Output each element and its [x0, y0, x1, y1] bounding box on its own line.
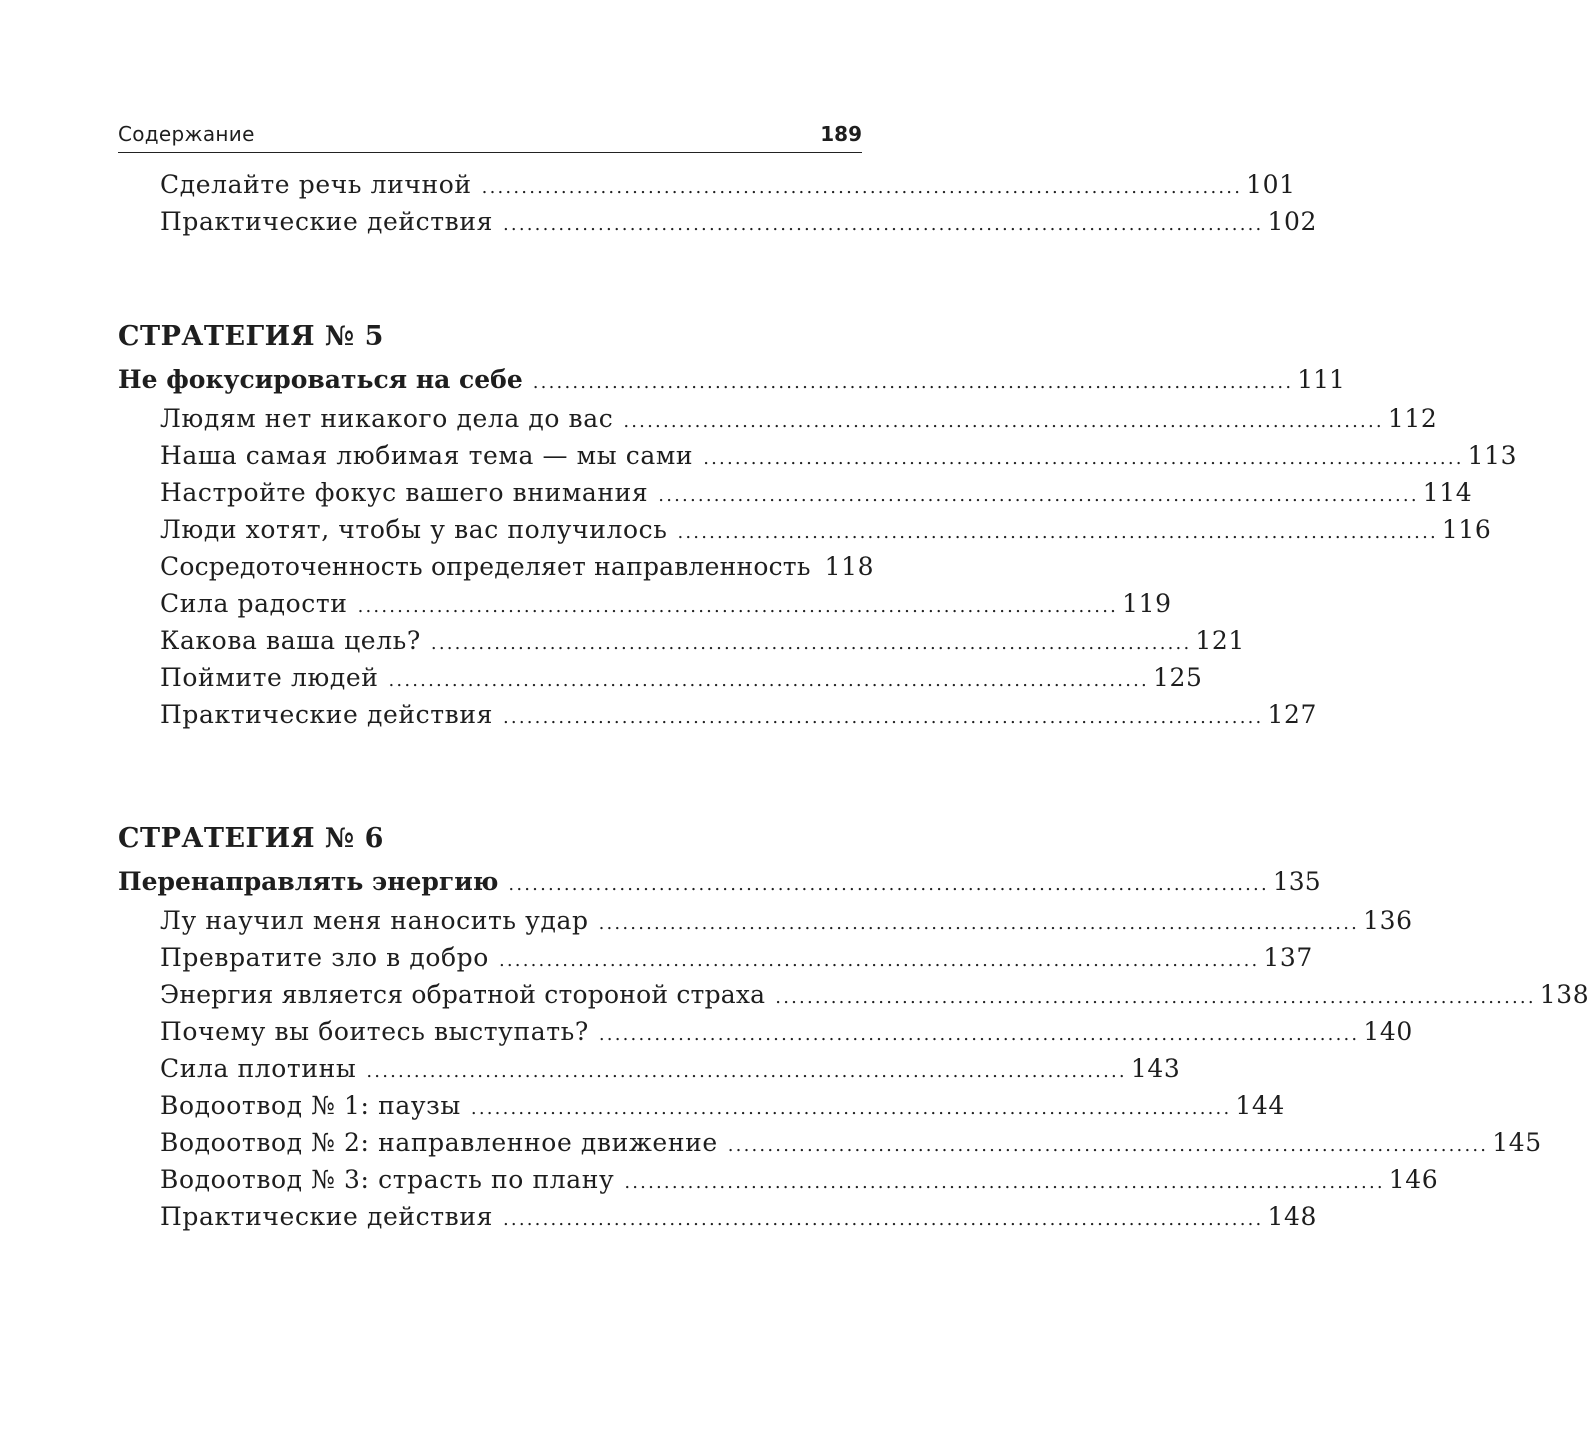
dot-leader: ................................................................................................ [470, 1098, 1232, 1119]
dot-leader: ................................................................................................ [502, 1209, 1264, 1230]
toc-chapter-page: 135 [1272, 867, 1321, 896]
dot-leader: ................................................................................................ [624, 1172, 1385, 1193]
toc-entry-page: 113 [1467, 441, 1518, 470]
toc-entry-title: Поймите людей [160, 663, 379, 692]
toc-entry-page: 148 [1267, 1202, 1317, 1231]
toc-entry-page: 140 [1363, 1017, 1413, 1046]
toc-entry-title: Почему вы боитесь выступать? [160, 1017, 589, 1046]
toc-entry-title: Превратите зло в добро [160, 943, 489, 972]
dot-leader: ................................................................................................ [508, 874, 1269, 895]
strategy-heading: СТРАТЕГИЯ № 5 [118, 321, 384, 352]
toc-entry-title: Какова ваша цель? [160, 626, 421, 655]
toc-chapter-title: Не фокусироваться на себе [118, 365, 523, 394]
toc-strategy-6 [118, 820, 1589, 1235]
toc-entry-title: Водоотвод № 2: направленное движение [160, 1128, 718, 1157]
toc-entry-page: 137 [1263, 943, 1313, 972]
toc-entry-title: Сосредоточенность определяет направленность [160, 552, 811, 581]
toc-entry-title: Водоотвод № 3: страсть по плану [160, 1165, 615, 1194]
toc-entry [118, 585, 1172, 622]
toc-entry-page: 146 [1388, 1165, 1439, 1194]
running-head [118, 118, 862, 153]
toc-entry-page: 114 [1422, 478, 1473, 507]
toc-entry-page: 136 [1363, 906, 1413, 935]
toc-entry-title: Лу научил меня наносить удар [160, 906, 589, 935]
toc-entry [118, 1050, 1181, 1087]
toc-entry-page: 138 [1539, 980, 1589, 1009]
toc-entry-title: Наша самая любимая тема — мы сами [160, 441, 694, 470]
strategy-heading: СТРАТЕГИЯ № 6 [118, 823, 384, 854]
toc-entry-title: Энергия является обратной стороной страха [160, 980, 766, 1009]
toc-strategy-5 [118, 318, 1518, 733]
toc-entry-page: 121 [1195, 626, 1245, 655]
toc-entry [118, 976, 1589, 1013]
toc-entry-page: 102 [1267, 207, 1317, 236]
toc-entry-page: 112 [1387, 404, 1438, 433]
dot-leader: ................................................................................................ [502, 214, 1264, 235]
dot-leader: ................................................................................................ [532, 372, 1294, 393]
dot-leader: ................................................................................................ [388, 670, 1149, 691]
toc-entry-title: Настройте фокус вашего внимания [160, 478, 649, 507]
toc-entry-page: 127 [1267, 700, 1317, 729]
toc-entry-title: Сила плотины [160, 1054, 357, 1083]
toc-chapter-entry [118, 360, 1345, 400]
toc-entry [118, 511, 1492, 548]
toc-entry [118, 902, 1413, 939]
toc-entry [118, 437, 1518, 474]
toc-entry-page: 143 [1130, 1054, 1181, 1083]
toc-entry-title: Водоотвод № 1: паузы [160, 1091, 461, 1120]
toc-entry [118, 1087, 1285, 1124]
dot-leader: ................................................................................................ [623, 411, 1384, 432]
toc-entry-title: Люди хотят, чтобы у вас получилось [160, 515, 668, 544]
running-head-title: Содержание [118, 122, 255, 146]
toc-entry-page: 118 [824, 552, 875, 581]
dot-leader: ................................................................................................ [430, 633, 1192, 654]
toc-entry-title: Практические действия [160, 700, 493, 729]
toc-entry [118, 203, 1317, 240]
toc-entry [118, 659, 1203, 696]
toc-entry [118, 166, 1296, 203]
dot-leader: ................................................................................................ [481, 177, 1243, 198]
toc-entry [118, 1198, 1317, 1235]
toc-entry-page: 145 [1492, 1128, 1542, 1157]
page-number: 189 [820, 122, 862, 146]
toc-entry-page: 125 [1152, 663, 1203, 692]
toc-chapter-title: Перенаправлять энергию [118, 867, 499, 896]
dot-leader: ................................................................................................ [598, 1024, 1360, 1045]
dot-leader: ................................................................................................ [502, 707, 1264, 728]
toc-entry [118, 474, 1473, 511]
dot-leader: ................................................................................................ [775, 987, 1536, 1008]
toc-entry-title: Практические действия [160, 1202, 493, 1231]
dot-leader: ................................................................................................ [357, 596, 1119, 617]
dot-leader: ................................................................................................ [727, 1135, 1489, 1156]
toc-chapter-page: 111 [1297, 365, 1345, 394]
toc-entry-title: Людям нет никакого дела до вас [160, 404, 614, 433]
dot-leader: ................................................................................................ [498, 950, 1260, 971]
dot-leader: ................................................................................................ [598, 913, 1360, 934]
toc-entry [118, 696, 1317, 733]
toc-entry-title: Сила радости [160, 589, 348, 618]
toc-entry [118, 1161, 1439, 1198]
dot-leader: ................................................................................................ [677, 522, 1438, 543]
toc-entry [118, 939, 1313, 976]
dot-leader: ................................................................................................ [703, 448, 1464, 469]
toc-entry-page: 116 [1441, 515, 1492, 544]
toc-entry [118, 1124, 1542, 1161]
toc-entry-title: Практические действия [160, 207, 493, 236]
toc-entry-page: 144 [1235, 1091, 1285, 1120]
toc-entry [118, 1013, 1413, 1050]
toc-entry [118, 622, 1245, 659]
toc-continued-section [118, 166, 1317, 240]
toc-entry-page: 101 [1246, 170, 1296, 199]
toc-chapter-entry [118, 862, 1321, 902]
toc-entry-title: Сделайте речь личной [160, 170, 472, 199]
toc-entry [118, 548, 875, 585]
dot-leader: ................................................................................................ [658, 485, 1419, 506]
toc-entry [118, 400, 1438, 437]
dot-leader: ................................................................................................ [366, 1061, 1127, 1082]
toc-entry-page: 119 [1122, 589, 1172, 618]
